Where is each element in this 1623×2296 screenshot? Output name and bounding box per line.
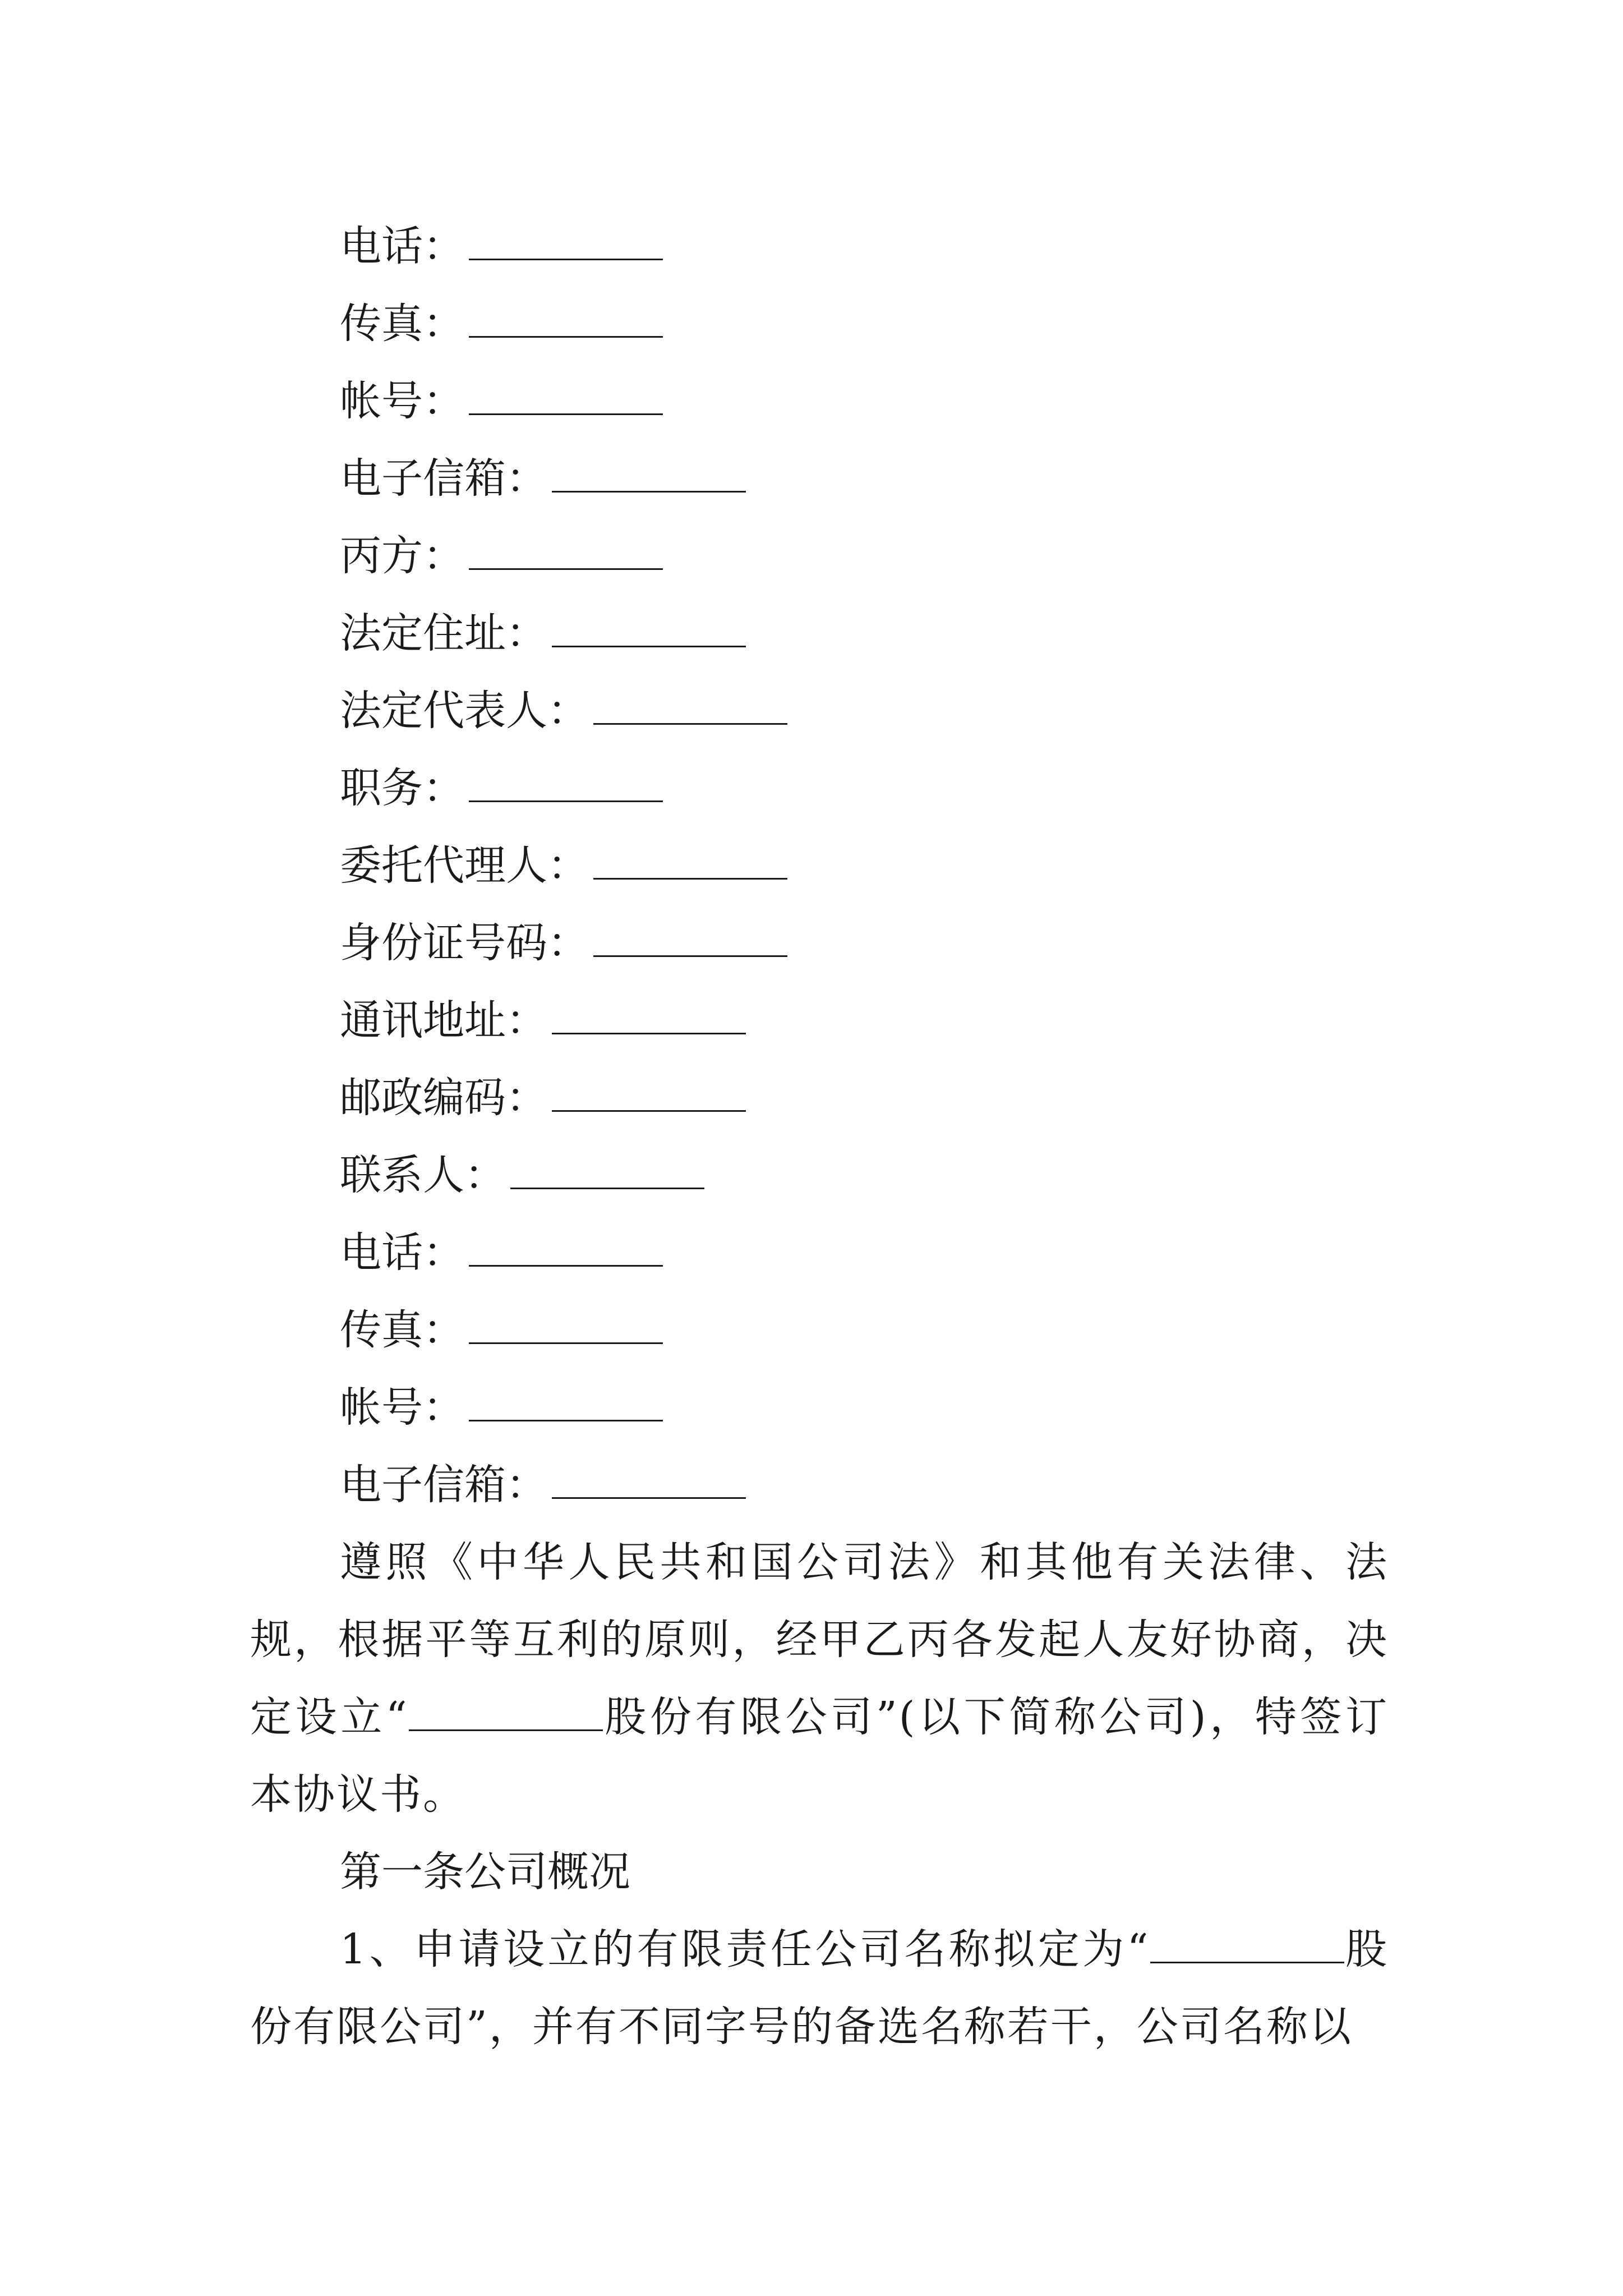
field-legal-representative bbox=[250, 672, 1389, 749]
article-1-item-1 bbox=[250, 1911, 1389, 2065]
field-legal-address bbox=[250, 595, 1389, 672]
fill-in-blank bbox=[469, 568, 663, 570]
preamble-text-2: 股份有限公司”(以下简称公司)，特签订本协议书。 bbox=[250, 1693, 1389, 1819]
field-label: 法定代表人： bbox=[340, 687, 589, 735]
field-phone bbox=[250, 208, 1389, 285]
field-label: 帐号： bbox=[340, 377, 464, 425]
field-position bbox=[250, 749, 1389, 827]
article-1-item-1-text-2: 股份有限公司”，并有不同字号的备选名称若干，公司名称以 bbox=[250, 1925, 1389, 2051]
field-label: 传真： bbox=[340, 1306, 464, 1354]
field-label: 丙方： bbox=[340, 532, 464, 580]
fill-in-blank bbox=[552, 1032, 746, 1034]
field-label: 邮政编码： bbox=[340, 1074, 547, 1122]
field-label: 联系人： bbox=[340, 1151, 506, 1199]
field-email-2 bbox=[250, 1446, 1389, 1524]
field-label: 电话： bbox=[340, 1228, 464, 1277]
field-label: 帐号： bbox=[340, 1383, 464, 1432]
article-1-item-1-text-1: 1、申请设立的有限责任公司名称拟定为“ bbox=[340, 1925, 1150, 1973]
company-name-blank bbox=[1150, 1961, 1344, 1963]
field-fax bbox=[250, 285, 1389, 362]
field-label: 传真： bbox=[340, 300, 464, 348]
fill-in-blank bbox=[469, 1342, 663, 1344]
field-party-c bbox=[250, 517, 1389, 595]
field-account bbox=[250, 362, 1389, 440]
fill-in-blank bbox=[593, 723, 787, 725]
field-label: 法定住址： bbox=[340, 609, 547, 657]
fill-in-blank bbox=[552, 645, 746, 647]
company-name-blank bbox=[409, 1729, 603, 1731]
fill-in-blank bbox=[469, 413, 663, 415]
field-label: 电话： bbox=[340, 222, 464, 270]
field-id-number bbox=[250, 904, 1389, 982]
article-1-heading: 第一条公司概况 bbox=[340, 1848, 630, 1896]
field-label: 电子信箱： bbox=[340, 454, 547, 503]
fill-in-blank bbox=[552, 490, 746, 493]
fill-in-blank bbox=[469, 800, 663, 802]
fill-in-blank bbox=[552, 1110, 746, 1112]
preamble-text-1: 遵照《中华人民共和国公司法》和其他有关法律、法规，根据平等互利的原则，经甲乙丙各发起人友好协商，决定设立“ bbox=[250, 1538, 1389, 1741]
fill-in-blank bbox=[469, 1264, 663, 1267]
field-mailing-address bbox=[250, 982, 1389, 1059]
field-authorized-agent bbox=[250, 827, 1389, 904]
field-email bbox=[250, 440, 1389, 517]
field-phone-2 bbox=[250, 1214, 1389, 1291]
field-label: 电子信箱： bbox=[340, 1461, 547, 1509]
field-label: 身份证号码： bbox=[340, 919, 589, 967]
fill-in-blank bbox=[469, 1419, 663, 1421]
field-postal-code bbox=[250, 1059, 1389, 1137]
fill-in-blank bbox=[593, 955, 787, 957]
field-label: 委托代理人： bbox=[340, 841, 589, 890]
fill-in-blank bbox=[510, 1187, 704, 1189]
fill-in-blank bbox=[469, 258, 663, 260]
field-account-2 bbox=[250, 1369, 1389, 1446]
fill-in-blank bbox=[593, 877, 787, 880]
field-label: 通讯地址： bbox=[340, 996, 547, 1045]
preamble-paragraph bbox=[250, 1524, 1389, 1833]
fill-in-blank bbox=[552, 1497, 746, 1499]
field-fax-2 bbox=[250, 1291, 1389, 1369]
fill-in-blank bbox=[469, 335, 663, 338]
document-body bbox=[250, 208, 1389, 2065]
field-contact-person bbox=[250, 1137, 1389, 1214]
field-label: 职务： bbox=[340, 764, 464, 812]
